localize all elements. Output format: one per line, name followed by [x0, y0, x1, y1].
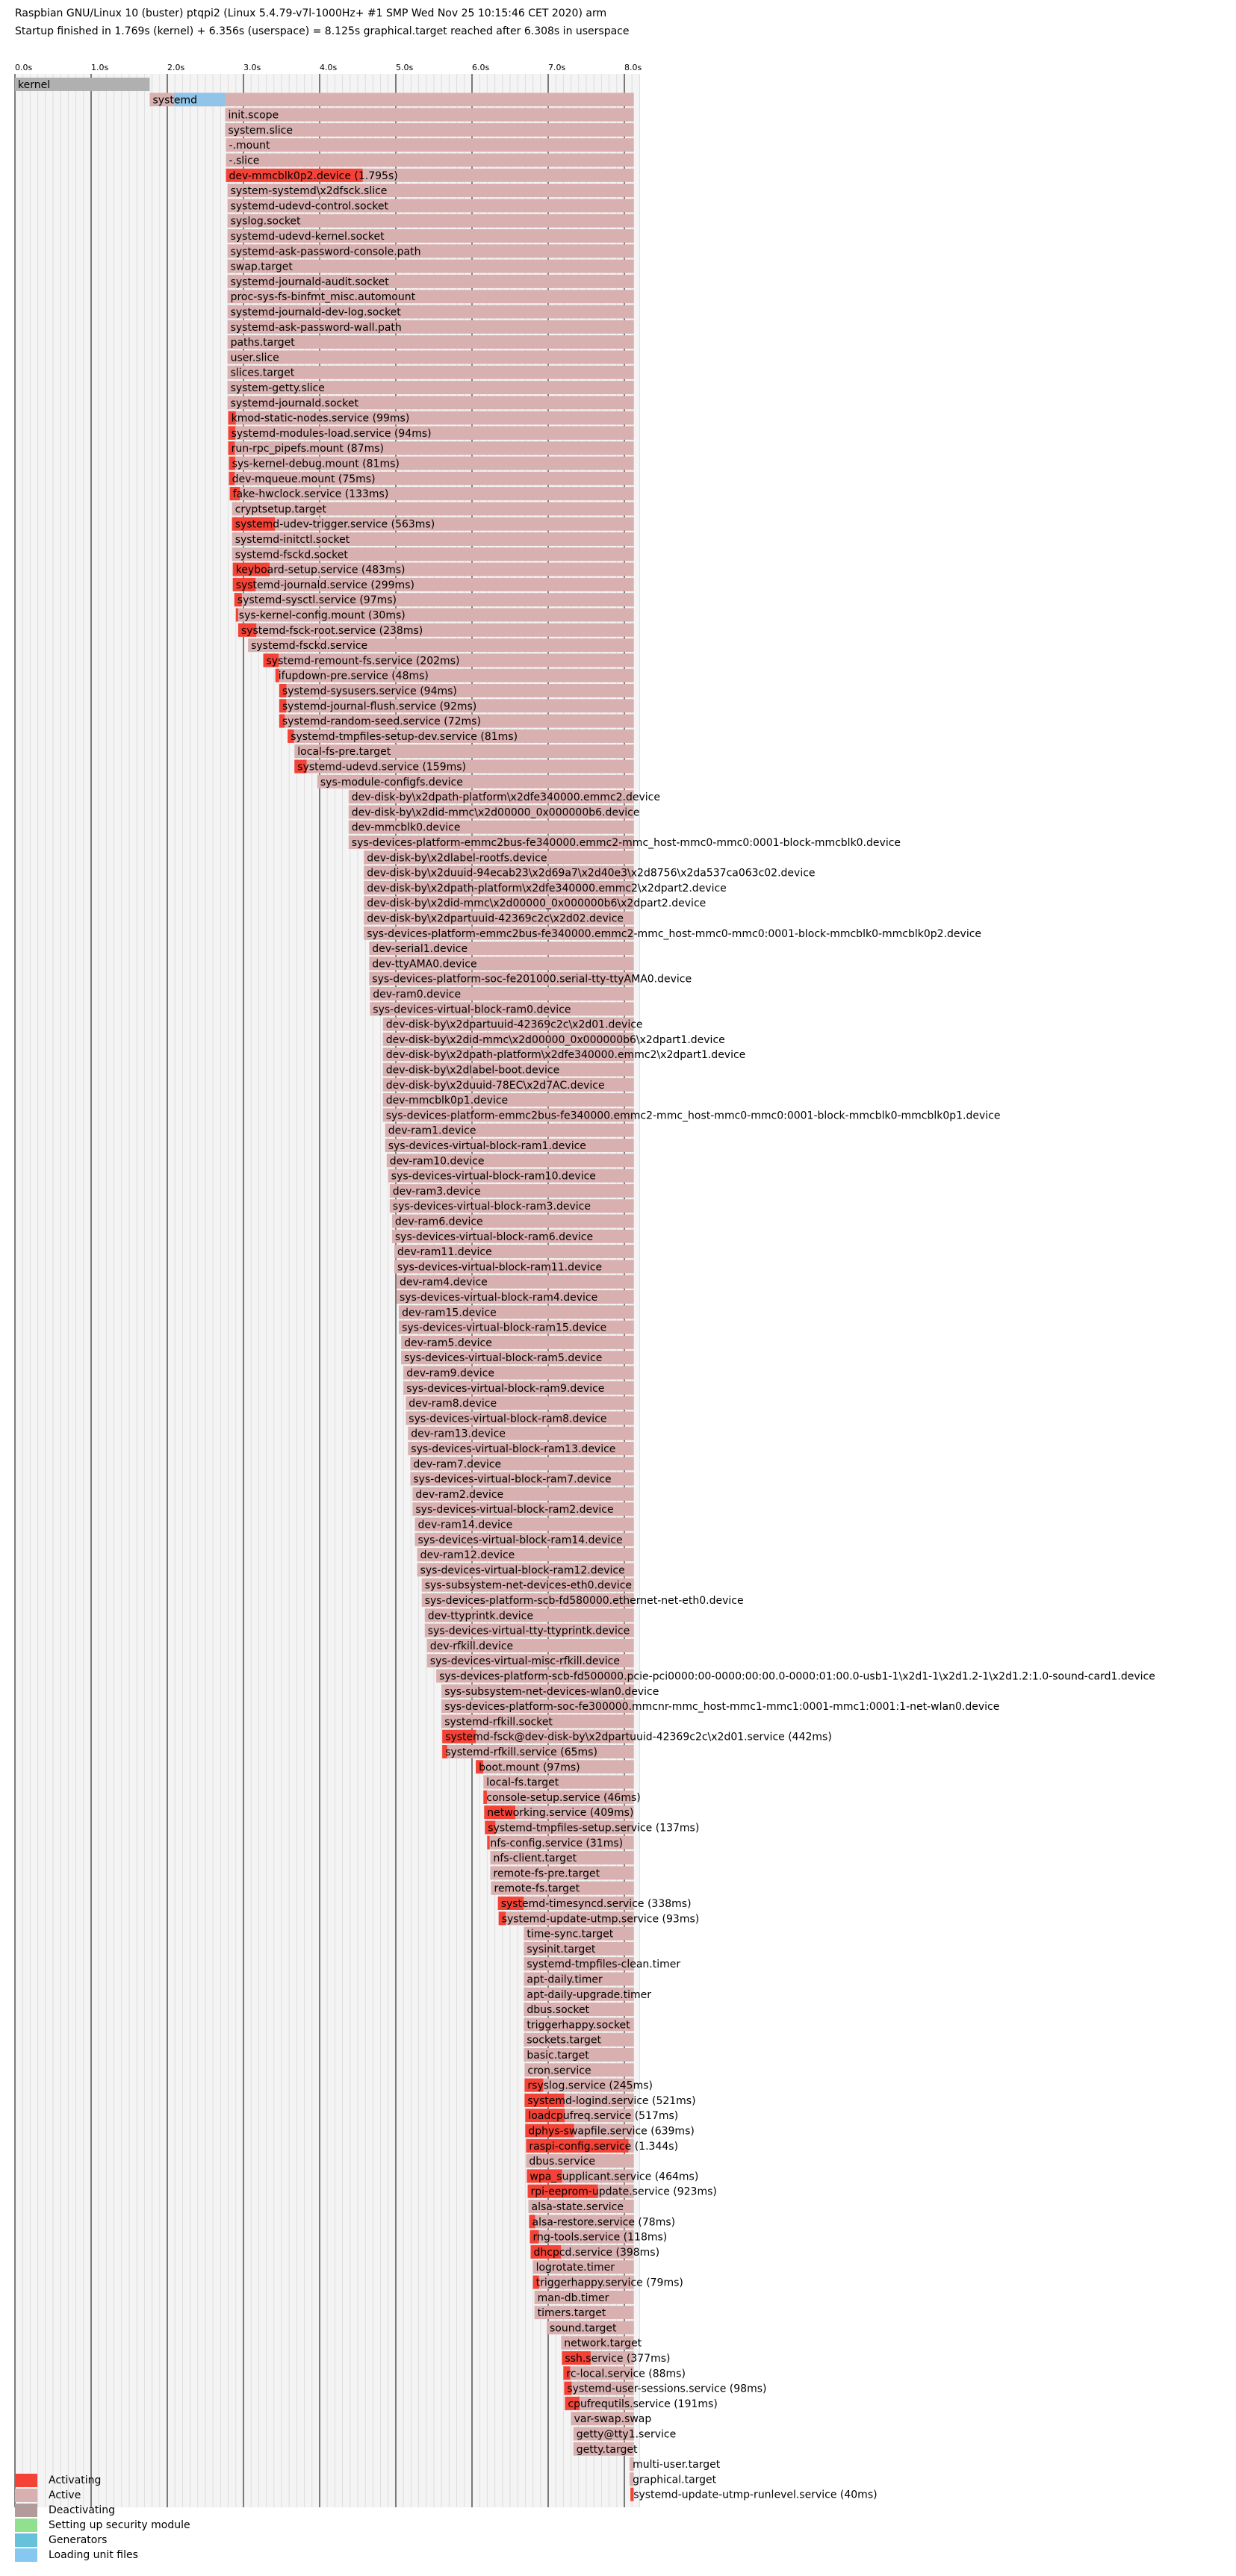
- unit-label: cryptsetup.target: [235, 503, 326, 516]
- unit-label: rng-tools.service (118ms): [532, 2231, 668, 2244]
- unit-label: fake-hwclock.service (133ms): [232, 488, 389, 501]
- unit-label: dev-ttyprintk.device: [427, 1610, 533, 1623]
- activating-bar: [236, 609, 238, 622]
- unit-label: sys-subsystem-net-devices-wlan0.device: [444, 1685, 659, 1698]
- unit-label: systemd-udevd.service (159ms): [297, 761, 467, 774]
- legend-label: Active: [49, 2489, 81, 2501]
- unit-label: sys-devices-virtual-block-ram9.device: [406, 1382, 605, 1395]
- startup-summary: Startup finished in 1.769s (kernel) + 6.356s (userspace) = 8.125s graphical.target reached after 6.308s in userspace: [15, 25, 630, 37]
- unit-label: sys-devices-virtual-block-ram14.device: [417, 1534, 623, 1546]
- unit-label: ssh.service (377ms): [565, 2353, 671, 2365]
- unit-label: dev-ram8.device: [409, 1398, 497, 1410]
- legend-label: Generators: [49, 2534, 108, 2546]
- unit-label: syslog.socket: [230, 215, 301, 228]
- unit-label: systemd-rfkill.socket: [444, 1716, 553, 1729]
- x-tick-label: 7.0s: [548, 63, 566, 72]
- unit-label: remote-fs-pre.target: [493, 1867, 600, 1880]
- unit-label: systemd-journald-audit.socket: [230, 276, 389, 288]
- unit-label: sys-devices-virtual-block-ram6.device: [394, 1231, 594, 1243]
- unit-label: time-sync.target: [527, 1928, 614, 1941]
- unit-label: nfs-client.target: [493, 1852, 577, 1865]
- unit-label: dphys-swapfile.service (639ms): [528, 2125, 695, 2138]
- unit-label: dev-ram13.device: [411, 1428, 506, 1440]
- unit-label: sys-devices-virtual-misc-rfkill.device: [429, 1655, 620, 1668]
- unit-label: boot.mount (97ms): [479, 1761, 580, 1774]
- unit-label: sysinit.target: [527, 1943, 596, 1956]
- x-tick-label: 0.0s: [15, 63, 33, 72]
- legend-swatch: [15, 2519, 37, 2532]
- legend-label: Loading unit files: [49, 2549, 138, 2561]
- legend-swatch: [15, 2474, 37, 2487]
- unit-label: sys-devices-virtual-block-ram7.device: [413, 1473, 612, 1486]
- unit-label: user.slice: [230, 352, 279, 364]
- unit-label: systemd-sysusers.service (94ms): [282, 685, 457, 697]
- unit-label: dev-ram10.device: [389, 1155, 485, 1168]
- unit-label: systemd: [152, 94, 197, 107]
- unit-label: sys-devices-virtual-block-ram4.device: [400, 1292, 598, 1304]
- unit-label: basic.target: [527, 2050, 589, 2062]
- unit-label: systemd-ask-password-console.path: [230, 246, 421, 258]
- unit-label: sound.target: [550, 2322, 617, 2335]
- unit-label: sockets.target: [527, 2034, 601, 2047]
- unit-label: dev-ram1.device: [388, 1124, 476, 1137]
- unit-label: dbus.service: [529, 2156, 595, 2168]
- unit-label: systemd-update-utmp-runlevel.service (40ms): [633, 2489, 878, 2501]
- x-tick-label: 2.0s: [167, 63, 185, 72]
- unit-label: wpa_supplicant.service (464ms): [530, 2171, 699, 2183]
- unit-label: dev-disk-by\x2dlabel-boot.device: [385, 1064, 560, 1077]
- unit-label: sys-devices-virtual-block-ram15.device: [402, 1322, 607, 1334]
- unit-label: kernel: [18, 79, 51, 91]
- unit-label: systemd-journald.socket: [230, 397, 358, 410]
- unit-label: logrotate.timer: [535, 2262, 615, 2274]
- unit-label: dev-ram3.device: [392, 1185, 481, 1198]
- unit-label: dev-disk-by\x2did-mmc\x2d00000_0x000000b6.device: [351, 806, 640, 819]
- unit-label: dev-disk-by\x2dpath-platform\x2dfe340000.emmc2.device: [351, 791, 660, 804]
- unit-label: sys-devices-virtual-block-ram0.device: [373, 1004, 571, 1016]
- unit-label: dev-ram15.device: [402, 1307, 497, 1319]
- unit-label: rpi-eeprom-update.service (923ms): [530, 2185, 717, 2198]
- unit-label: sys-devices-virtual-block-ram2.device: [415, 1504, 614, 1516]
- unit-label: systemd-journal-flush.service (92ms): [282, 700, 477, 713]
- unit-label: systemd-modules-load.service (94ms): [231, 427, 432, 440]
- unit-label: sys-devices-platform-emmc2bus-fe340000.emmc2-mmc_host-mmc0-mmc0:0001-block-mmcblk0-mmcblk0p2.device: [367, 927, 982, 940]
- unit-label: sys-devices-platform-emmc2bus-fe340000.emmc2-mmc_host-mmc0-mmc0:0001-block-mmcblk0-mmcblk0p1.device: [385, 1110, 1001, 1122]
- unit-label: getty@tty1.service: [576, 2428, 677, 2441]
- unit-label: dbus.socket: [527, 2004, 590, 2017]
- unit-label: dev-ram2.device: [415, 1488, 504, 1501]
- unit-label: sys-devices-platform-soc-fe201000.serial-tty-ttyAMA0.device: [372, 973, 692, 986]
- unit-label: dev-ram5.device: [404, 1337, 492, 1349]
- unit-label: var-swap.swap: [574, 2413, 652, 2426]
- unit-label: dev-ttyAMA0.device: [372, 958, 477, 971]
- unit-label: system-getty.slice: [230, 382, 325, 394]
- unit-label: systemd-update-utmp.service (93ms): [501, 1913, 700, 1926]
- unit-label: dev-mmcblk0.device: [351, 821, 461, 834]
- unit-bar: [226, 138, 634, 152]
- unit-label: systemd-udevd-kernel.socket: [230, 231, 385, 243]
- unit-label: raspi-config.service (1.344s): [529, 2140, 679, 2153]
- unit-label: apt-daily.timer: [527, 1973, 603, 1986]
- unit-label: dev-ram11.device: [397, 1246, 492, 1259]
- unit-label: dev-ram7.device: [413, 1458, 502, 1471]
- legend-swatch: [15, 2489, 37, 2502]
- unit-label: dev-disk-by\x2dpath-platform\x2dfe340000.emmc2\x2dpart1.device: [385, 1049, 746, 1062]
- unit-label: systemd-logind.service (521ms): [527, 2094, 696, 2107]
- unit-label: systemd-tmpfiles-setup-dev.service (81ms): [291, 730, 518, 743]
- unit-label: dev-disk-by\x2duuid-78EC\x2d7AC.device: [385, 1079, 605, 1092]
- unit-label: systemd-initctl.socket: [235, 534, 350, 546]
- unit-label: dev-ram12.device: [420, 1549, 515, 1562]
- unit-label: triggerhappy.service (79ms): [535, 2277, 683, 2289]
- unit-label: dev-mqueue.mount (75ms): [232, 473, 376, 485]
- unit-label: alsa-state.service: [531, 2201, 624, 2213]
- unit-label: nfs-config.service (31ms): [490, 1837, 624, 1849]
- unit-label: sys-devices-platform-emmc2bus-fe340000.emmc2-mmc_host-mmc0-mmc0:0001-block-mmcblk0.device: [351, 837, 901, 849]
- unit-label: systemd-fsckd.socket: [235, 549, 348, 561]
- unit-label: remote-fs.target: [494, 1882, 580, 1895]
- unit-label: systemd-user-sessions.service (98ms): [567, 2383, 767, 2395]
- unit-label: cpufrequtils.service (191ms): [568, 2398, 718, 2410]
- unit-label: cron.service: [527, 2065, 591, 2077]
- unit-label: console-setup.service (46ms): [486, 1791, 641, 1804]
- unit-label: systemd-rfkill.service (65ms): [445, 1746, 597, 1758]
- unit-label: sys-devices-virtual-block-ram13.device: [411, 1443, 616, 1455]
- unit-label: dev-rfkill.device: [429, 1640, 514, 1652]
- unit-label: sys-kernel-debug.mount (81ms): [232, 458, 400, 470]
- unit-label: systemd-udevd-control.socket: [230, 200, 389, 213]
- system-info: Raspbian GNU/Linux 10 (buster) ptqpi2 (Linux 5.4.79-v7l-1000Hz+ #1 SMP Wed Nov 25 10:15:46 CET 2020) arm: [15, 7, 607, 19]
- unit-label: sys-devices-virtual-block-ram10.device: [391, 1170, 596, 1183]
- unit-label: sys-devices-virtual-block-ram3.device: [392, 1201, 591, 1213]
- unit-label: systemd-sysctl.service (97ms): [237, 594, 397, 607]
- unit-label: dev-serial1.device: [372, 943, 468, 956]
- legend-label: Activating: [49, 2474, 102, 2486]
- x-tick-label: 8.0s: [624, 63, 642, 72]
- unit-label: man-db.timer: [537, 2292, 609, 2304]
- unit-label: -.mount: [229, 140, 270, 152]
- unit-label: systemd-tmpfiles-setup.service (137ms): [488, 1822, 700, 1835]
- unit-label: dev-ram14.device: [417, 1519, 513, 1531]
- unit-label: system-systemd\x2dfsck.slice: [230, 185, 388, 198]
- unit-bar: [228, 350, 634, 364]
- unit-label: apt-daily-upgrade.timer: [527, 1988, 652, 2001]
- unit-label: systemd-fsckd.service: [251, 640, 368, 653]
- legend-label: Setting up security module: [49, 2519, 190, 2531]
- legend-swatch: [15, 2548, 37, 2562]
- unit-label: sys-devices-virtual-block-ram11.device: [397, 1261, 603, 1274]
- unit-label: triggerhappy.socket: [527, 2019, 630, 2032]
- unit-label: -.slice: [229, 155, 260, 167]
- unit-label: dev-ram6.device: [394, 1216, 483, 1228]
- unit-label: ifupdown-pre.service (48ms): [278, 670, 429, 682]
- unit-label: systemd-timesyncd.service (338ms): [500, 1898, 692, 1910]
- unit-label: dev-disk-by\x2did-mmc\x2d00000_0x000000b6\x2dpart1.device: [385, 1033, 725, 1046]
- unit-label: rsyslog.service (245ms): [527, 2079, 653, 2092]
- legend-swatch: [15, 2504, 37, 2517]
- unit-label: systemd-fsck@dev-disk-by\x2dpartuuid-42369c2c\x2d01.service (442ms): [445, 1731, 832, 1743]
- unit-label: systemd-udev-trigger.service (563ms): [235, 518, 435, 531]
- unit-bar: [226, 154, 634, 167]
- unit-label: sys-devices-virtual-block-ram1.device: [388, 1140, 586, 1152]
- unit-label: dev-disk-by\x2dpath-platform\x2dfe340000.emmc2\x2dpart2.device: [367, 882, 727, 895]
- unit-label: systemd-fsck-root.service (238ms): [240, 624, 423, 637]
- unit-label: sys-devices-virtual-block-ram5.device: [404, 1352, 603, 1365]
- unit-label: keyboard-setup.service (483ms): [235, 564, 406, 576]
- unit-label: systemd-remount-fs.service (202ms): [266, 655, 460, 668]
- unit-label: rc-local.service (88ms): [566, 2368, 686, 2380]
- unit-label: network.target: [564, 2337, 642, 2350]
- legend-label: Deactivating: [49, 2504, 116, 2516]
- unit-label: local-fs.target: [486, 1776, 559, 1789]
- unit-bar: [226, 108, 634, 122]
- unit-label: sys-devices-platform-scb-fd500000.pcie-pci0000:00-0000:00:00.0-0000:01:00.0-usb1-1\x2d1-1\x2d1.2-1\x2d1.2:1.0-sound-card1.device: [439, 1670, 1155, 1683]
- unit-label: multi-user.target: [633, 2459, 721, 2471]
- unit-label: kmod-static-nodes.service (99ms): [231, 412, 410, 425]
- unit-label: networking.service (409ms): [487, 1807, 634, 1820]
- unit-label: slices.target: [230, 367, 295, 379]
- unit-label: sys-devices-platform-soc-fe300000.mmcnr-mmc_host-mmc1-mmc1:0001-mmc1:0001:1-net-wlan0.device: [444, 1701, 1000, 1714]
- unit-label: proc-sys-fs-binfmt_misc.automount: [230, 291, 416, 304]
- x-tick-label: 4.0s: [320, 63, 338, 72]
- unit-label: paths.target: [230, 337, 295, 349]
- unit-label: systemd-ask-password-wall.path: [230, 321, 402, 334]
- x-tick-label: 6.0s: [472, 63, 490, 72]
- unit-label: sys-module-configfs.device: [320, 776, 463, 788]
- unit-label: dev-mmcblk0p1.device: [385, 1095, 509, 1107]
- unit-label: loadcpufreq.service (517ms): [528, 2110, 679, 2123]
- unit-label: run-rpc_pipefs.mount (87ms): [231, 443, 385, 455]
- unit-label: sys-devices-platform-scb-fd580000.ethernet-net-eth0.device: [424, 1595, 744, 1607]
- x-tick-label: 5.0s: [396, 63, 414, 72]
- x-tick-label: 1.0s: [91, 63, 109, 72]
- unit-label: init.scope: [228, 109, 279, 122]
- activating-bar: [487, 1836, 489, 1849]
- unit-label: systemd-random-seed.service (72ms): [282, 715, 481, 728]
- unit-label: systemd-tmpfiles-clean.timer: [527, 1959, 681, 1971]
- unit-label: local-fs-pre.target: [297, 746, 391, 759]
- unit-label: dev-mmcblk0p2.device (1.795s): [229, 169, 398, 182]
- unit-label: sys-subsystem-net-devices-eth0.device: [424, 1579, 633, 1592]
- unit-label: timers.target: [537, 2307, 606, 2320]
- unit-label: alsa-restore.service (78ms): [532, 2216, 676, 2229]
- unit-label: dev-disk-by\x2duuid-94ecab23\x2d69a7\x2d40e3\x2d8756\x2da537ca063c02.device: [367, 867, 816, 880]
- unit-label: sys-devices-virtual-tty-ttyprintk.device: [427, 1625, 630, 1637]
- unit-label: swap.target: [230, 261, 293, 273]
- unit-label: sys-devices-virtual-block-ram8.device: [409, 1413, 607, 1425]
- unit-label: dev-ram9.device: [406, 1367, 494, 1380]
- unit-label: dev-disk-by\x2dlabel-rootfs.device: [367, 852, 547, 865]
- legend-swatch: [15, 2533, 37, 2547]
- unit-label: system.slice: [228, 124, 293, 137]
- unit-label: sys-devices-virtual-block-ram12.device: [420, 1564, 625, 1577]
- unit-label: systemd-journald-dev-log.socket: [230, 306, 401, 319]
- unit-label: dev-ram0.device: [373, 989, 462, 1001]
- unit-label: dhcpcd.service (398ms): [533, 2246, 660, 2259]
- unit-label: dev-disk-by\x2dpartuuid-42369c2c\x2d01.device: [385, 1018, 643, 1031]
- x-tick-label: 3.0s: [243, 63, 261, 72]
- unit-label: sys-kernel-config.mount (30ms): [238, 609, 406, 622]
- unit-label: dev-disk-by\x2dpartuuid-42369c2c\x2d02.device: [367, 912, 624, 925]
- unit-label: dev-ram4.device: [400, 1276, 488, 1289]
- unit-label: getty.target: [576, 2443, 638, 2456]
- unit-label: systemd-journald.service (299ms): [235, 579, 414, 591]
- unit-label: dev-disk-by\x2did-mmc\x2d00000_0x000000b6\x2dpart2.device: [367, 897, 706, 910]
- unit-label: graphical.target: [633, 2474, 717, 2486]
